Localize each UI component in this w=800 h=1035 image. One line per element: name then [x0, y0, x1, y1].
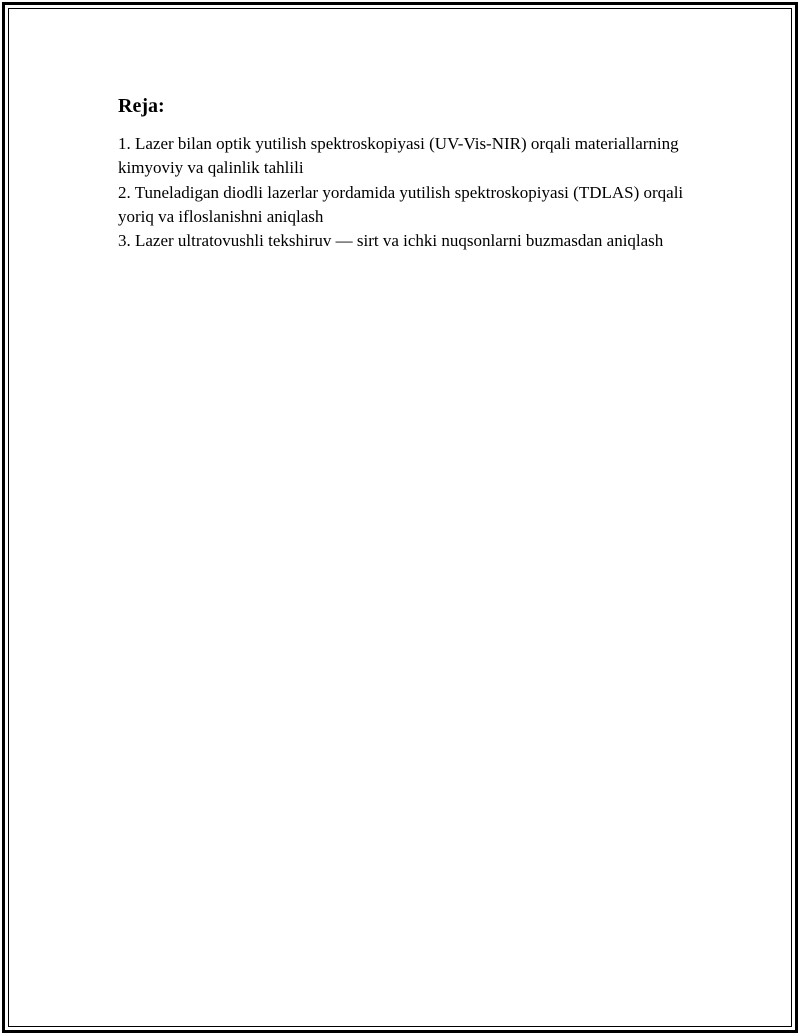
document-body — [118, 93, 698, 253]
plan-item-3: 3. Lazer ultratovushli tekshiruv — sirt va ichki nuqsonlarni buzmasdan aniqlash — [118, 231, 664, 251]
plan-list — [118, 132, 698, 253]
plan-heading: Reja: — [118, 95, 165, 117]
plan-item-1: 1. Lazer bilan optik yutilish spektroskopiyasi (UV-Vis-NIR) orqali materiallarning kimyoviy va qalinlik tahlili — [118, 134, 679, 178]
plan-item-2: 2. Tuneladigan diodli lazerlar yordamida yutilish spektroskopiyasi (TDLAS) orqali yoriq va ifloslanishni aniqlash — [118, 182, 684, 226]
